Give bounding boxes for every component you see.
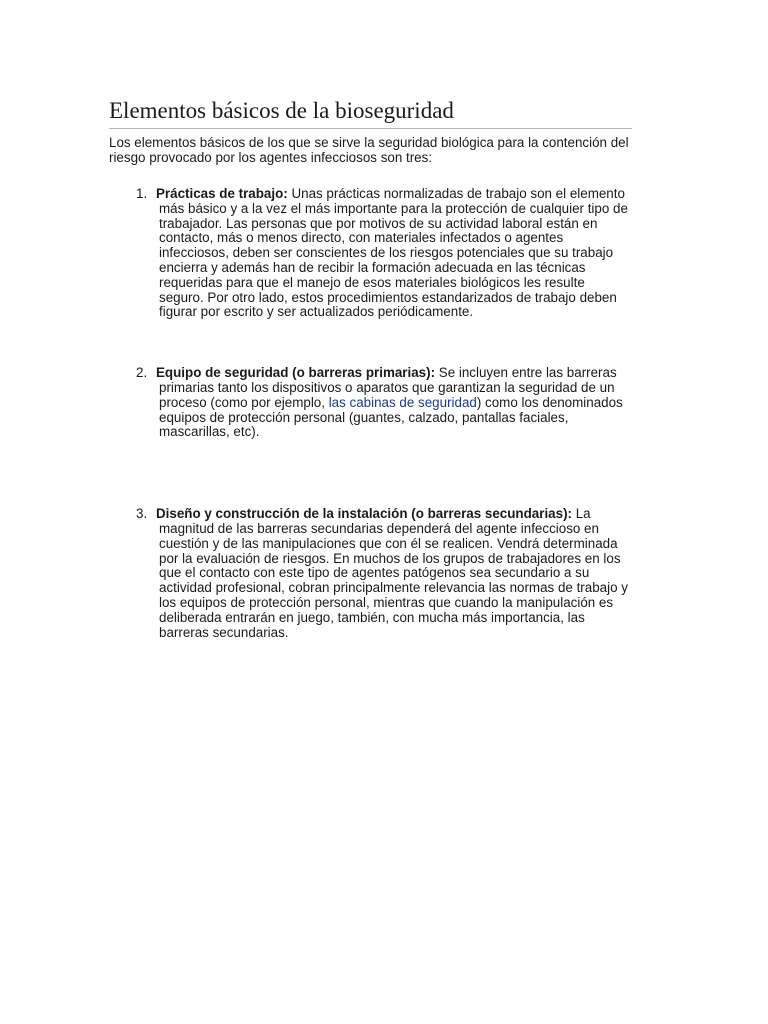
list-number: 2.: [136, 365, 148, 381]
item-text: Se incluyen entre las barreras primarias tanto los dispositivos o aparatos que garantizan la seguridad de un proceso (como por ejemplo,: [159, 365, 617, 410]
list-item-practicas: [109, 187, 633, 320]
item-text: Unas prácticas normalizadas de trabajo son el elemento más básico y a la vez el más importante para la protección de cualquier tipo de trabajador. Las personas que por motivos de su actividad laboral están en contacto, más o menos directo, con materiales infectados o agentes infecciosos, deben ser conscientes de los riesgos potenciales que su trabajo encierra y además han de recibir la formación adecuada en las técnicas requeridas para que el manejo de esos materiales biológicos les resulte seguro. Por otro lado, estos procedimientos estandarizados de trabajo deben figurar por escrito y ser actualizados periódicamente.: [159, 186, 628, 320]
list-item-equipo: [109, 366, 633, 440]
item-text: ) como los denominados equipos de protección personal (guantes, calzado, pantallas faciales, mascarillas, etc).: [159, 394, 623, 440]
page-title: Elementos básicos de la bioseguridad: [109, 96, 632, 129]
list-number: 3.: [136, 506, 148, 522]
item-text: La magnitud de las barreras secundarias dependerá del agente infeccioso en cuestión y de las manipulaciones que con él se realicen. Vendrá determinada por la evaluación de riesgos. En muchos de los grupos de trabajadores en los que el contacto con este tipo de agentes patógenos sea secundario a su actividad profesional, cobran principalmente relevancia las normas de trabajo y los equipos de protección personal, mientras que cuando la manipulación es deliberada entrarán en juego, también, con mucha más importancia, las barreras secundarias.: [159, 506, 628, 640]
elements-list: [109, 187, 633, 640]
item-heading: Equipo de seguridad (o barreras primarias):: [156, 365, 436, 381]
list-number: 1.: [136, 186, 148, 201]
document-page: [109, 96, 633, 640]
cabinas-seguridad-link[interactable]: las cabinas de seguridad: [328, 394, 477, 410]
intro-paragraph: Los elementos básicos de los que se sirve la seguridad biológica para la contención del riesgo provocado por los agentes infecciosos son tres:: [109, 135, 629, 165]
item-heading: Prácticas de trabajo:: [156, 186, 288, 201]
item-heading: Diseño y construcción de la instalación (o barreras secundarias):: [156, 506, 572, 522]
list-item-diseno: [109, 507, 633, 640]
